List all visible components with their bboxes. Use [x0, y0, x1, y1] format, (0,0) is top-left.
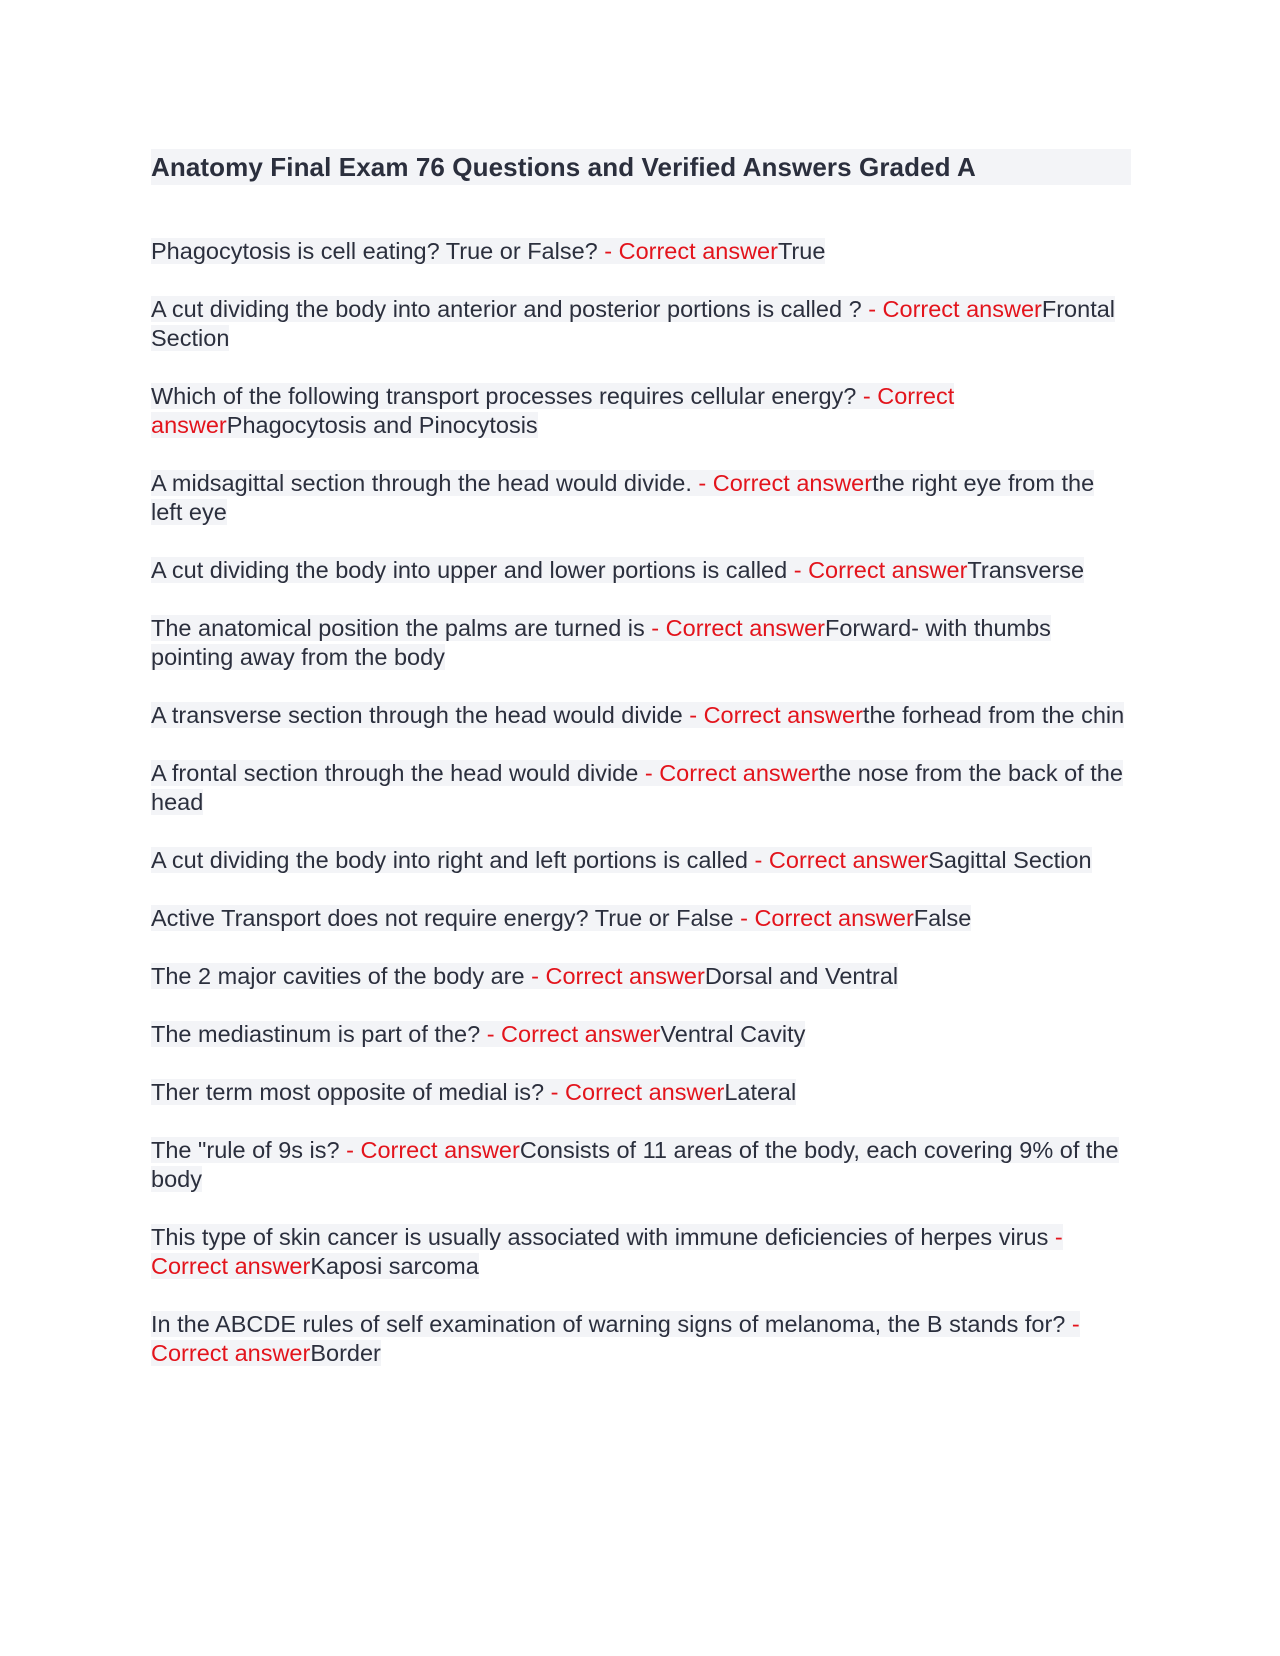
qa-item	[151, 701, 1131, 730]
qa-highlight	[151, 1311, 1080, 1366]
answer-text: Sagittal Section	[928, 847, 1092, 873]
title-bar	[151, 149, 1131, 185]
document-page	[151, 149, 1131, 1397]
answer-text: Kaposi sarcoma	[310, 1253, 479, 1279]
qa-highlight	[151, 963, 898, 989]
correct-answer-marker: - Correct answer	[754, 847, 929, 873]
qa-item	[151, 295, 1131, 353]
question-text: A cut dividing the body into right and left portions is called	[151, 847, 749, 873]
qa-highlight	[151, 470, 1094, 525]
question-text: A frontal section through the head would divide	[151, 760, 639, 786]
answer-text: the forhead from the chin	[862, 702, 1125, 728]
qa-highlight	[151, 702, 1124, 728]
qa-item	[151, 237, 1131, 266]
question-text: The mediastinum is part of the?	[151, 1021, 481, 1047]
answer-text: Phagocytosis and Pinocytosis	[226, 412, 538, 438]
answer-text: Border	[310, 1340, 381, 1366]
answer-text: Forward- with thumbs pointing away from the body	[151, 615, 1051, 670]
qa-highlight	[151, 238, 825, 264]
question-text: A midsagittal section through the head would divide.	[151, 470, 692, 496]
qa-item	[151, 556, 1131, 585]
answer-text: True	[777, 238, 826, 264]
correct-answer-marker: - Correct answer	[151, 1311, 1080, 1366]
qa-highlight	[151, 557, 1084, 583]
answer-text: the nose from the back of the head	[151, 760, 1123, 815]
correct-answer-marker: - Correct answer	[550, 1079, 725, 1105]
answer-text: Dorsal and Ventral	[704, 963, 899, 989]
question-text: Active Transport does not require energy? True or False	[151, 905, 734, 931]
answer-text: the right eye from the left eye	[151, 470, 1095, 525]
qa-list	[151, 237, 1131, 1368]
answer-text: Transverse	[967, 557, 1085, 583]
qa-item	[151, 1223, 1131, 1281]
correct-answer-marker: - Correct answer	[604, 238, 778, 264]
question-text: Phagocytosis is cell eating? True or False?	[151, 238, 598, 264]
question-text: A transverse section through the head would divide	[151, 702, 683, 728]
qa-item	[151, 1020, 1131, 1049]
answer-text: Consists of 11 areas of the body, each covering 9% of the body	[151, 1137, 1119, 1192]
qa-highlight	[151, 1021, 805, 1047]
qa-highlight	[151, 760, 1123, 815]
question-text: A cut dividing the body into upper and lower portions is called	[151, 557, 788, 583]
question-text: The "rule of 9s is?	[151, 1137, 340, 1163]
qa-highlight	[151, 383, 954, 438]
qa-item	[151, 614, 1131, 672]
qa-highlight	[151, 1079, 796, 1105]
question-text: In the ABCDE rules of self examination of warning signs of melanoma, the B stands for?	[151, 1311, 1066, 1337]
qa-item	[151, 962, 1131, 991]
correct-answer-marker: - Correct answer	[698, 470, 873, 496]
correct-answer-marker: - Correct answer	[346, 1137, 520, 1163]
correct-answer-marker: - Correct answer	[868, 296, 1042, 322]
answer-text: Lateral	[724, 1079, 797, 1105]
qa-highlight	[151, 1224, 1063, 1279]
qa-highlight	[151, 847, 1092, 873]
qa-item	[151, 1310, 1131, 1368]
qa-highlight	[151, 1137, 1119, 1192]
question-text: The anatomical position the palms are turned is	[151, 615, 645, 641]
qa-item	[151, 759, 1131, 817]
answer-text: Ventral Cavity	[660, 1021, 806, 1047]
correct-answer-marker: - Correct answer	[644, 760, 819, 786]
correct-answer-marker: - Correct answer	[531, 963, 705, 989]
qa-highlight	[151, 905, 971, 931]
qa-item	[151, 846, 1131, 875]
qa-item	[151, 382, 1131, 440]
question-text: Ther term most opposite of medial is?	[151, 1079, 545, 1105]
correct-answer-marker: - Correct answer	[689, 702, 863, 728]
qa-item	[151, 904, 1131, 933]
question-text: This type of skin cancer is usually associated with immune deficiencies of herpes virus	[151, 1224, 1049, 1250]
correct-answer-marker: - Correct answer	[151, 383, 955, 438]
qa-highlight	[151, 615, 1051, 670]
qa-item	[151, 1078, 1131, 1107]
answer-text: False	[913, 905, 972, 931]
correct-answer-marker: - Correct answer	[486, 1021, 661, 1047]
document-title: Anatomy Final Exam 76 Questions and Verified Answers Graded A	[151, 152, 976, 182]
qa-highlight	[151, 296, 1115, 351]
question-text: The 2 major cavities of the body are	[151, 963, 525, 989]
correct-answer-marker: - Correct answer	[740, 905, 914, 931]
correct-answer-marker: - Correct answer	[793, 557, 968, 583]
correct-answer-marker: - Correct answer	[651, 615, 825, 641]
question-text: A cut dividing the body into anterior and posterior portions is called ?	[151, 296, 862, 322]
qa-item	[151, 1136, 1131, 1194]
question-text: Which of the following transport processes requires cellular energy?	[151, 383, 857, 409]
correct-answer-marker: - Correct answer	[151, 1224, 1063, 1279]
qa-item	[151, 469, 1131, 527]
answer-text: Frontal Section	[151, 296, 1116, 351]
